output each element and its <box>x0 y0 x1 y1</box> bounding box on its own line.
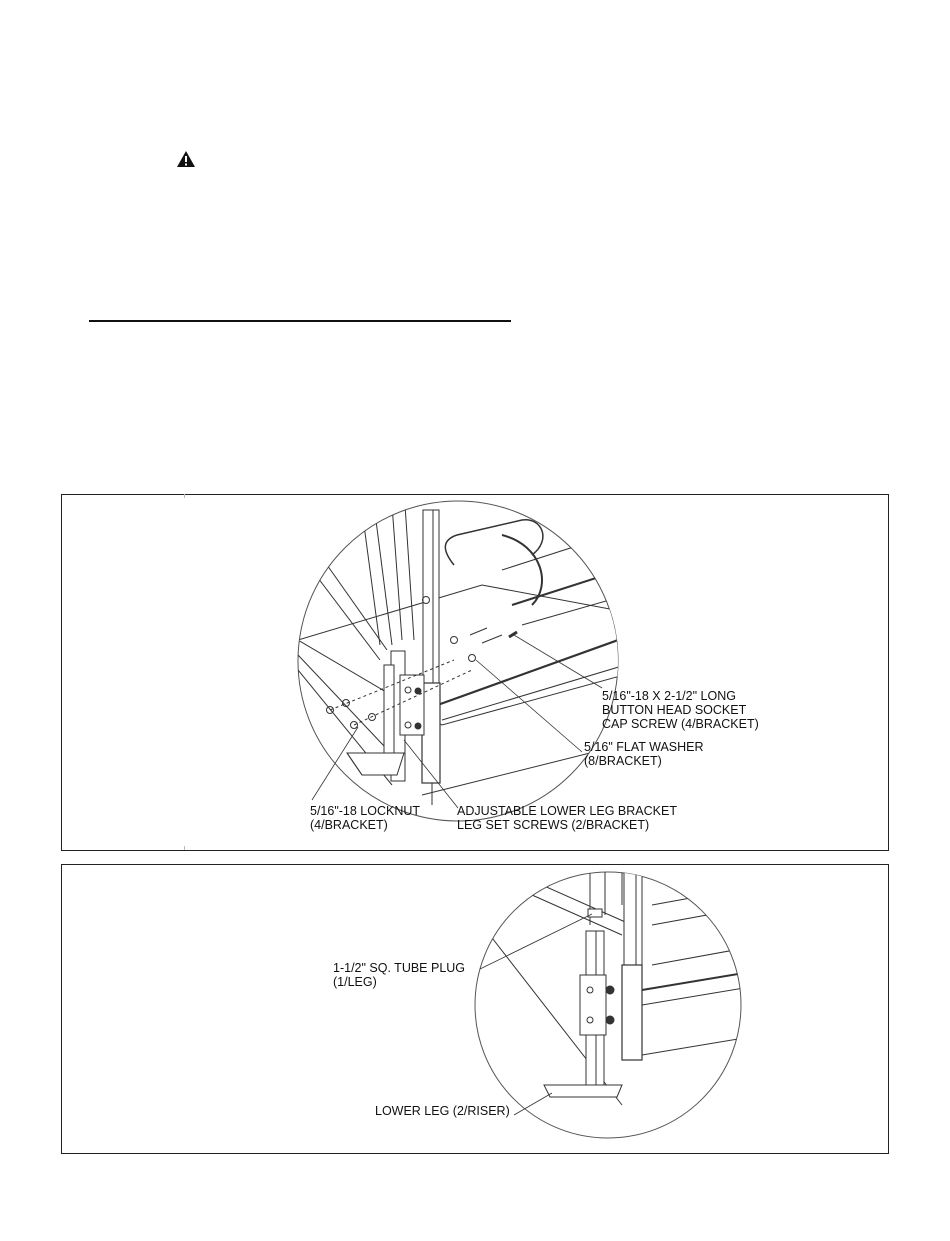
lower-leg-callout <box>375 1104 510 1118</box>
bracket-exploded-drawing <box>62 495 888 850</box>
callout-line: CAP SCREW (4/BRACKET) <box>602 717 759 731</box>
flat-washer-callout <box>584 740 704 768</box>
callout-line: LEG SET SCREWS (2/BRACKET) <box>457 818 650 832</box>
figure-lower-leg <box>61 864 889 1154</box>
callout-line: ADJUSTABLE LOWER LEG BRACKET <box>457 804 677 818</box>
callout-line: BUTTON HEAD SOCKET <box>602 703 747 717</box>
callout-line: 5/16" FLAT WASHER <box>584 740 704 754</box>
tube-plug-callout-1 <box>333 961 465 989</box>
callout-line: (4/BRACKET) <box>310 818 388 832</box>
locknut-callout <box>310 804 420 832</box>
callout-line: 5/16"-18 LOCKNUT <box>310 804 421 818</box>
section-underline <box>89 320 511 322</box>
figure-bracket-assembly <box>61 494 889 851</box>
callout-line: (8/BRACKET) <box>584 754 662 768</box>
warning-icon <box>176 150 196 168</box>
callout-line: (1/LEG) <box>333 975 377 989</box>
callout-line: LOWER LEG (2/RISER) <box>375 1104 510 1118</box>
callout-line: 1-1/2" SQ. TUBE PLUG <box>333 961 466 975</box>
callout-line: 5/16"-18 X 2-1/2" LONG <box>602 689 736 703</box>
cap-screw-callout <box>602 689 759 731</box>
bracket-callout <box>457 804 677 832</box>
